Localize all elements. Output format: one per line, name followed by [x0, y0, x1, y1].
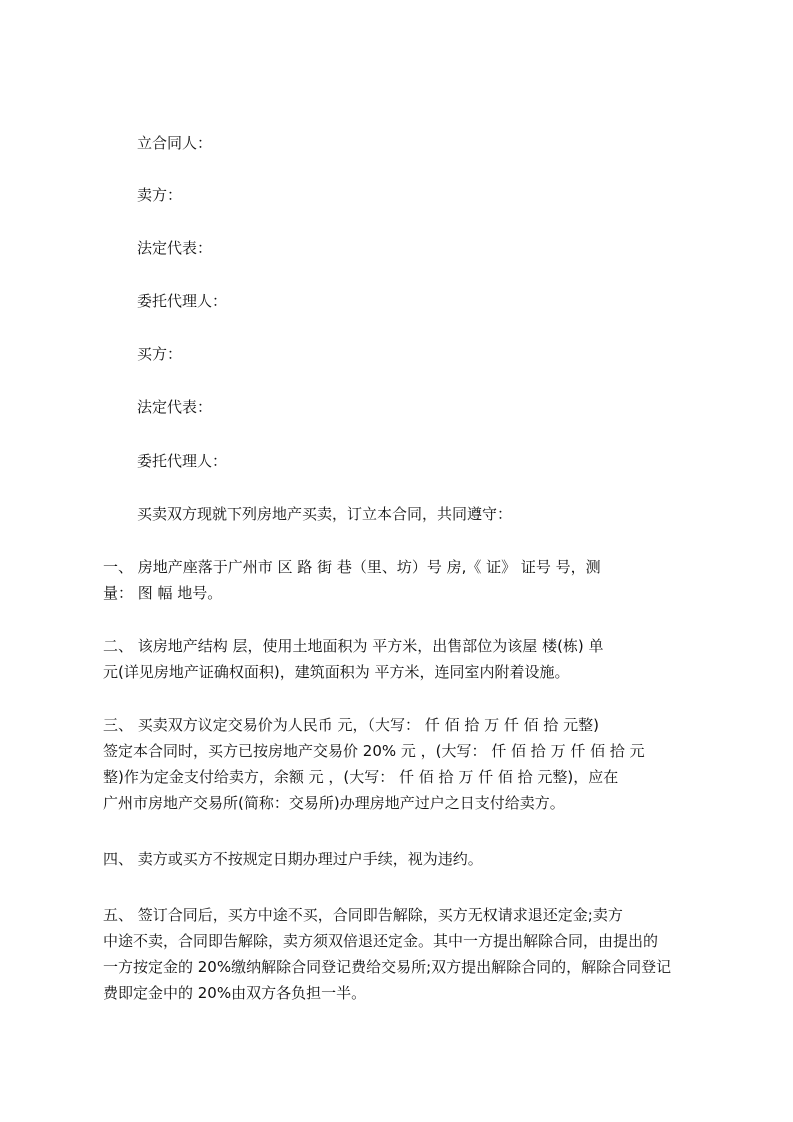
clause-2-line: 元(详见房地产证确权面积)，建筑面积为 平方米，连同室内附着设施。	[103, 663, 570, 681]
clause-3-line: 三、 买卖双方议定交易价为人民币 元，（大写： 仟 佰 拾 万 仟 佰 拾 元整)	[103, 716, 600, 734]
clause-4	[103, 846, 699, 872]
clause-5	[103, 902, 699, 1006]
clause-5-line: 费即定金中的 20%由双方各负担一半。	[103, 984, 367, 1002]
contract-intro: 买卖双方现就下列房地产买卖，订立本合同，共同遵守：	[137, 505, 513, 523]
buyer-legal-rep-label: 法定代表：	[137, 398, 213, 416]
buyer-agent-label: 委托代理人：	[137, 452, 228, 470]
seller-label: 卖方：	[137, 186, 183, 204]
clause-3	[103, 712, 699, 816]
buyer-label: 买方：	[137, 345, 183, 363]
clause-3-line: 广州市房地产交易所(简称：交易所)办理房地产过户之日支付给卖方。	[103, 794, 565, 812]
clause-5-line: 一方按定金的 20%缴纳解除合同登记费给交易所;双方提出解除合同的，解除合同登记	[103, 958, 672, 976]
clause-4-line: 四、 卖方或买方不按规定日期办理过户手续，视为违约。	[103, 850, 483, 868]
clause-1-line: 一、 房地产座落于广州市 区 路 街 巷（里、坊）号 房,《 证》 证号 号，测	[103, 558, 601, 576]
contract-party-label: 立合同人：	[137, 134, 213, 152]
clause-3-line: 签定本合同时，买方已按房地产交易价 20% 元 ，(大写： 仟 佰 拾 万 仟 佰 拾 元	[103, 742, 645, 760]
clause-5-line: 五、 签订合同后，买方中途不买，合同即告解除，买方无权请求退还定金;卖方	[103, 906, 623, 924]
clause-1	[103, 554, 699, 606]
clause-2	[103, 633, 699, 685]
clause-5-line: 中途不卖，合同即告解除，卖方须双倍退还定金。其中一方提出解除合同，由提出的	[103, 932, 659, 950]
clause-3-line: 整)作为定金支付给卖方，余额 元 ，(大写： 仟 佰 拾 万 仟 佰 拾 元整)，应在	[103, 768, 619, 786]
clause-1-line: 量： 图 幅 地号。	[103, 584, 223, 602]
clause-2-line: 二、 该房地产结构 层，使用土地面积为 平方米，出售部位为该屋 楼(栋) 单	[103, 637, 604, 655]
seller-legal-rep-label: 法定代表：	[137, 239, 213, 257]
seller-agent-label: 委托代理人：	[137, 292, 228, 310]
